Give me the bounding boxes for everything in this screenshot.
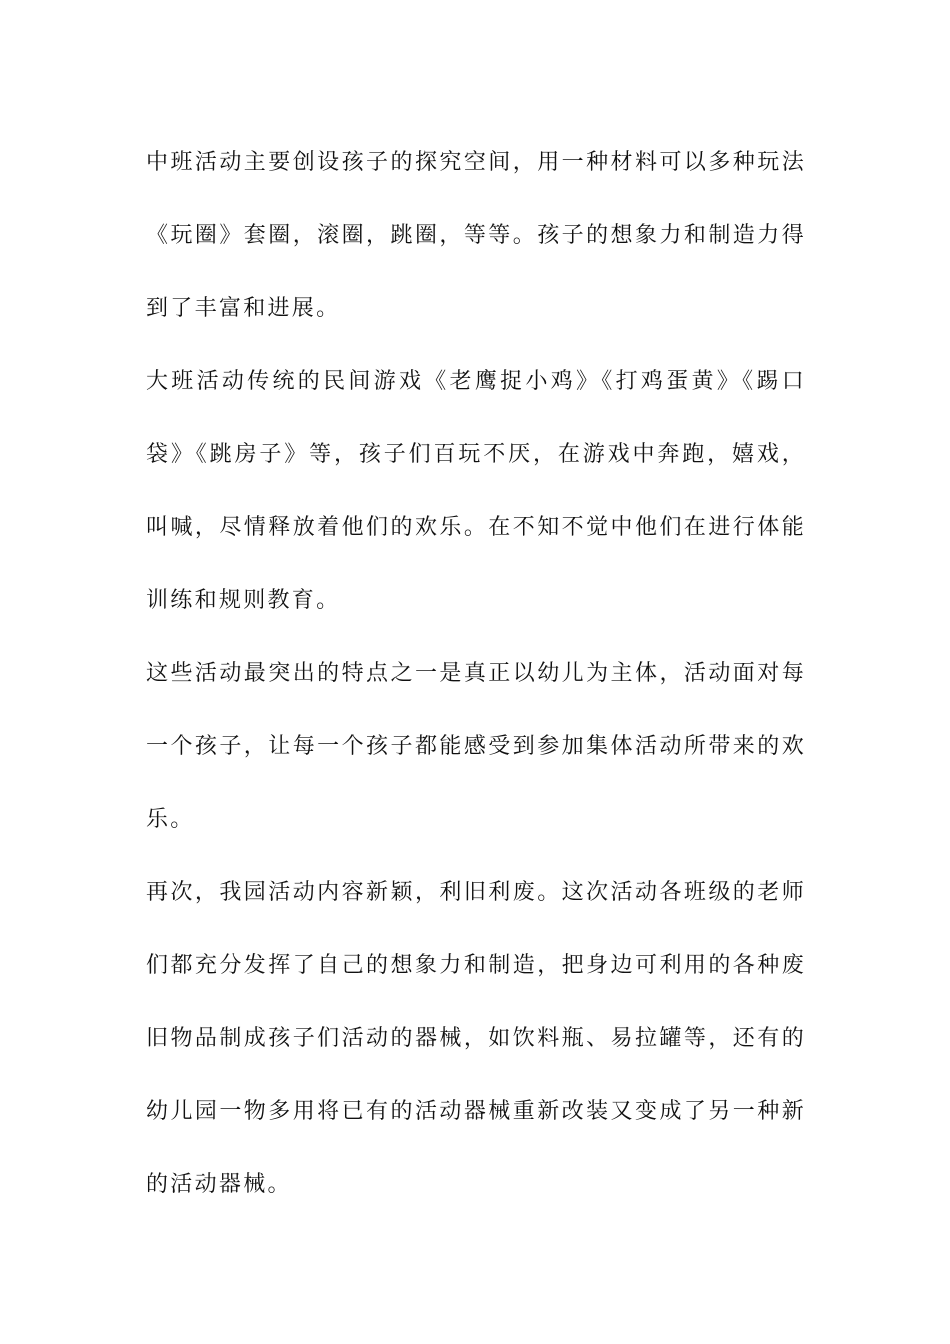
- paragraph-recycled-equipment: 再次，我园活动内容新颖，利旧利废。这次活动各班级的老师们都充分发挥了自己的想象力和制造，把身边可利用的各种废旧物品制成孩子们活动的器械，如饮料瓶、易拉罐等，还有的幼儿园一物多用将已有的活动器械重新改装又变成了另一种新的活动器械。: [146, 880, 806, 1197]
- paragraph-child-centered-feature: 这些活动最突出的特点之一是真正以幼儿为主体，活动面对每一个孩子，让每一个孩子都能感受到参加集体活动所带来的欢乐。: [146, 661, 806, 832]
- paragraph-senior-class-activities: 大班活动传统的民间游戏《老鹰捉小鸡》《打鸡蛋黄》《踢口袋》《跳房子》等，孩子们百玩不厌，在游戏中奔跑，嬉戏，叫喊，尽情释放着他们的欢乐。在不知不觉中他们在进行体能训练和规则教育。: [146, 369, 806, 613]
- paragraph-middle-class-activities: 中班活动主要创设孩子的探究空间，用一种材料可以多种玩法《玩圈》套圈，滚圈，跳圈，等等。孩子的想象力和制造力得到了丰富和进展。: [146, 150, 806, 321]
- document-body: [146, 126, 806, 1221]
